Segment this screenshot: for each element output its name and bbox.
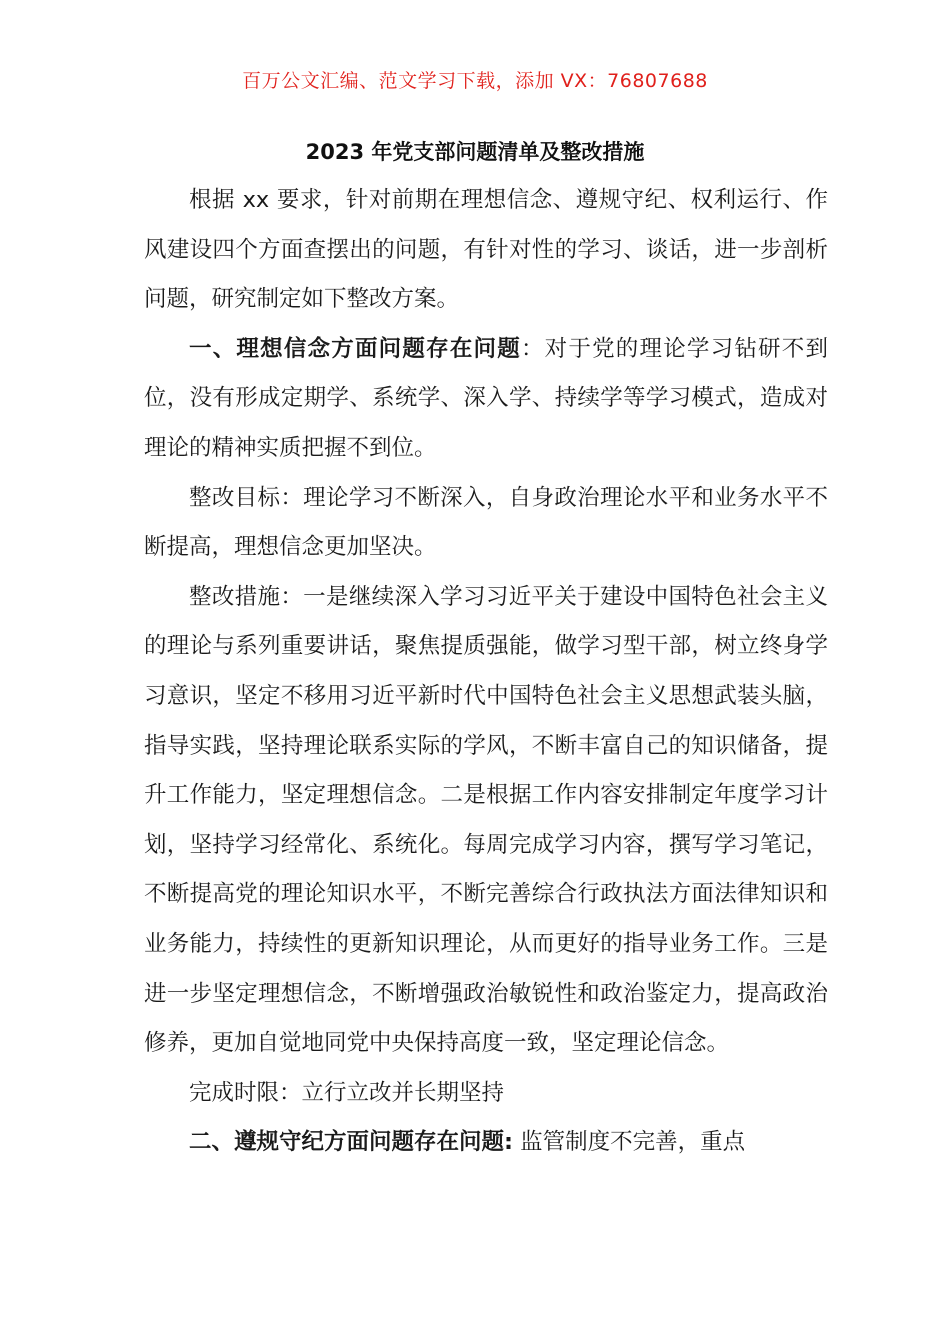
intro-paragraph: 根据 xx 要求，针对前期在理想信念、遵规守纪、权利运行、作风建设四个方面查摆出的问题，有针对性的学习、谈话，进一步剖析问题，研究制定如下整改方案。 <box>144 187 828 313</box>
header-note: 百万公文汇编、范文学习下载，添加 VX：76807688 <box>242 70 708 92</box>
section1-goal: 整改目标：理论学习不断深入，自身政治理论水平和业务水平不断提高，理想信念更加坚决。 <box>144 484 828 561</box>
section1-measures: 整改措施：一是继续深入学习习近平关于建设中国特色社会主义的理论与系列重要讲话，聚焦提质强能，做学习型干部，树立终身学习意识，坚定不移用习近平新时代中国特色社会主义思想武装头脑，指导实践，坚持理论联系实际的学风，不断丰富自己的知识储备，提升工作能力，坚定理想信念。二是根据工作内容安排制定年度学习计划，坚持学习经常化、系统化。每周完成学习内容，撰写学习笔记，不断提高党的理论知识水平，不断完善综合行政执法方面法律知识和业务能力，持续性的更新知识理论，从而更好的指导业务工作。三是进一步坚定理想信念，不断增强政治敏锐性和政治鉴定力，提高政治修养，更加自觉地同党中央保持高度一致，坚定理论信念。 <box>144 583 828 1057</box>
section1-paragraph <box>144 325 828 474</box>
section1-problem: ：对于党的理论学习钻研不到位，没有形成定期学、系统学、深入学、持续学等学习模式，造成对理论的精神实质把握不到位。 <box>144 335 828 461</box>
document-title: 2023 年党支部问题清单及整改措施 <box>305 140 645 164</box>
section1-deadline: 完成时限：立行立改并长期坚持 <box>189 1079 505 1106</box>
section2-heading: 二、遵规守纪方面问题存在问题: <box>189 1129 513 1156</box>
section1-heading: 一、理想信念方面问题存在问题 <box>189 335 521 362</box>
section2-paragraph <box>144 1118 828 1168</box>
section2-problem: 监管制度不完善，重点 <box>513 1129 746 1156</box>
document-body <box>144 176 828 1168</box>
